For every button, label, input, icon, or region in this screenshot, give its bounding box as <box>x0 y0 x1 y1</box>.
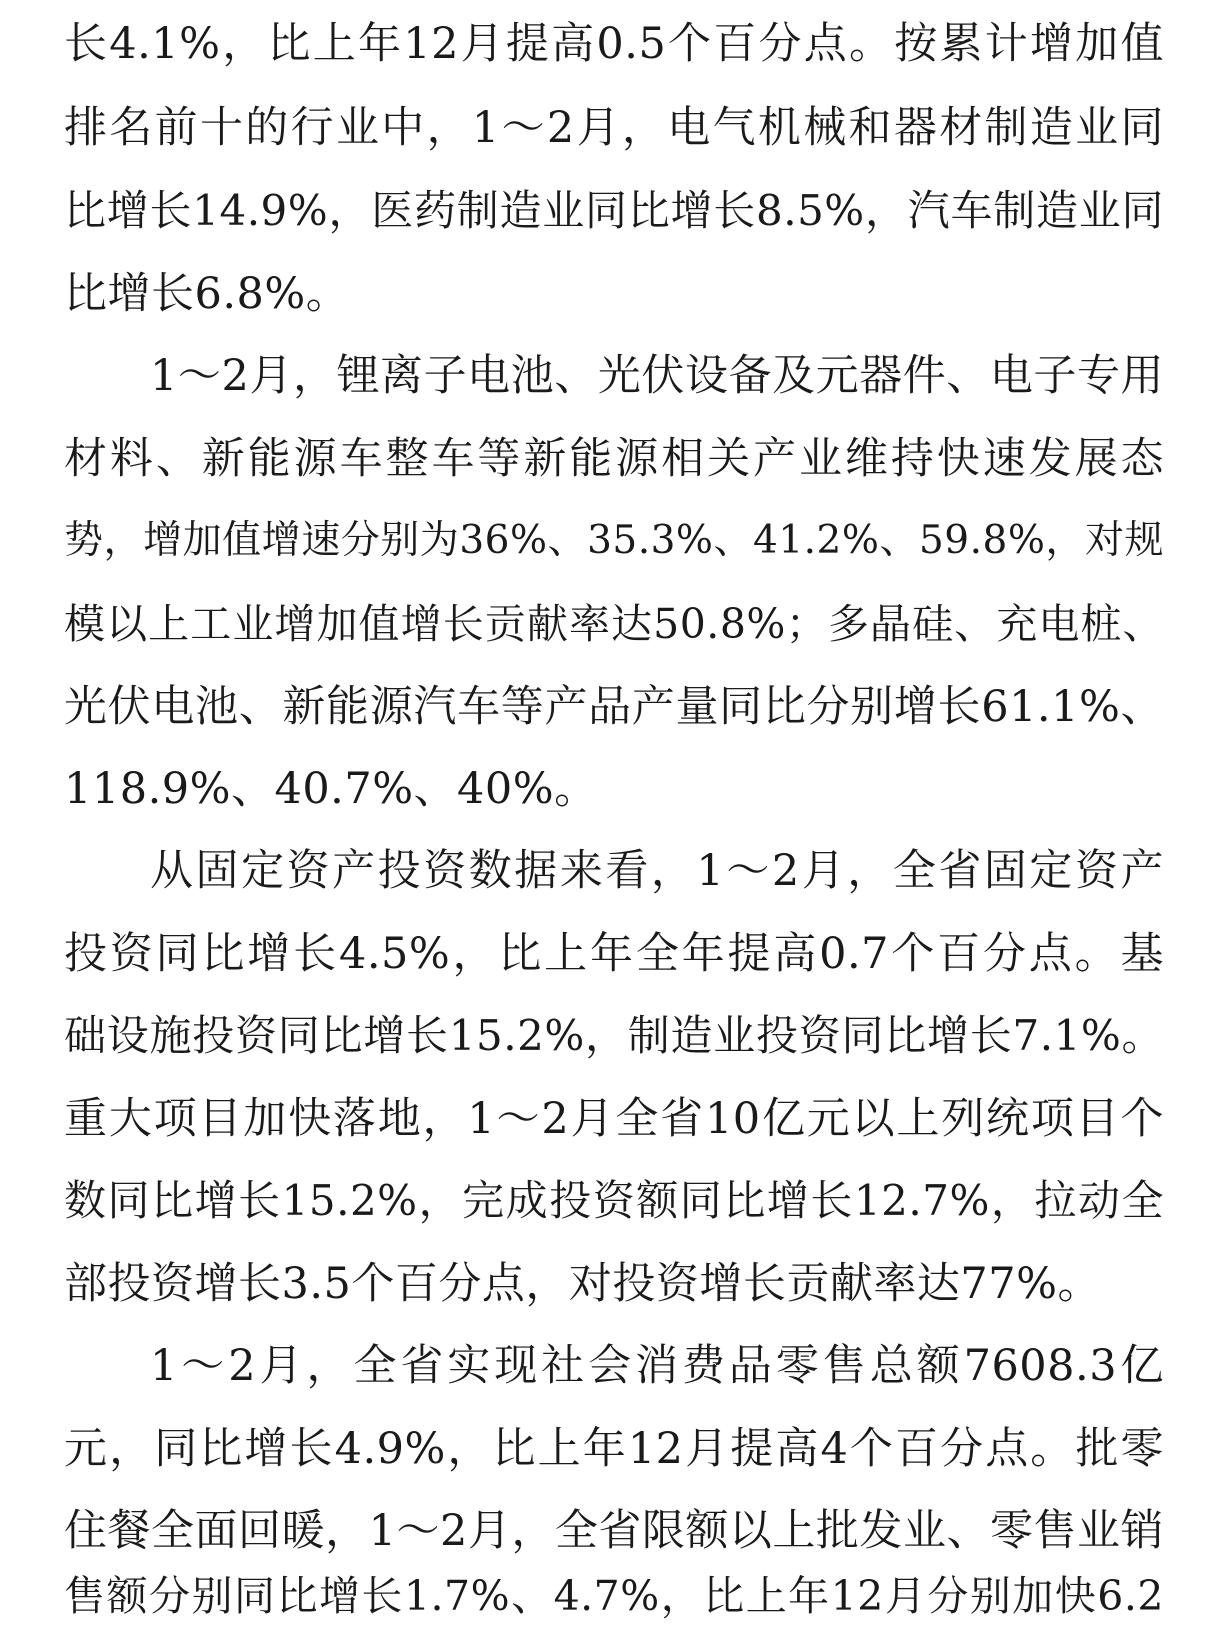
text-line-18: 元，同比增长4.9%，比上年12月提高4个百分点。批零 <box>64 1424 1164 1474</box>
text-line-11: 从固定资产投资数据来看，1～2月，全省固定资产 <box>150 846 1164 896</box>
text-line-3: 比增长14.9%，医药制造业同比增长8.5%，汽车制造业同 <box>64 186 1164 235</box>
text-line-14: 重大项目加快落地，1～2月全省10亿元以上列统项目个 <box>64 1094 1164 1144</box>
text-line-5: 1～2月，锂离子电池、光伏设备及元器件、电子专用 <box>150 351 1164 401</box>
text-line-20: 售额分别同比增长1.7%、4.7%，比上年12月分别加快6.2 <box>64 1572 1164 1620</box>
text-line-10: 118.9%、40.7%、40%。 <box>64 764 598 814</box>
text-line-7: 势，增加值增速分别为36%、35.3%、41.2%、59.8%，对规 <box>64 518 1164 563</box>
text-line-16: 部投资增长3.5个百分点，对投资增长贡献率达77%。 <box>64 1259 1101 1309</box>
text-line-8: 模以上工业增加值增长贡献率达50.8%；多晶硅、充电桩、 <box>64 600 1164 648</box>
text-line-12: 投资同比增长4.5%，比上年全年提高0.7个百分点。基 <box>64 929 1164 979</box>
text-line-6: 材料、新能源车整车等新能源相关产业维持快速发展态 <box>64 434 1164 484</box>
text-line-15: 数同比增长15.2%，完成投资额同比增长12.7%，拉动全 <box>64 1176 1164 1225</box>
text-line-1: 长4.1%，比上年12月提高0.5个百分点。按累计增加值 <box>64 19 1164 69</box>
text-line-2: 排名前十的行业中，1～2月，电气机械和器材制造业同 <box>64 103 1164 153</box>
text-line-19: 住餐全面回暖，1～2月，全省限额以上批发业、零售业销 <box>64 1506 1164 1556</box>
text-line-17: 1～2月，全省实现社会消费品零售总额7608.3亿 <box>150 1341 1164 1391</box>
text-line-4: 比增长6.8%。 <box>64 269 350 319</box>
text-line-13: 础设施投资同比增长15.2%，制造业投资同比增长7.1%。 <box>64 1011 1164 1060</box>
text-line-9: 光伏电池、新能源汽车等产品产量同比分别增长61.1%、 <box>64 682 1164 732</box>
